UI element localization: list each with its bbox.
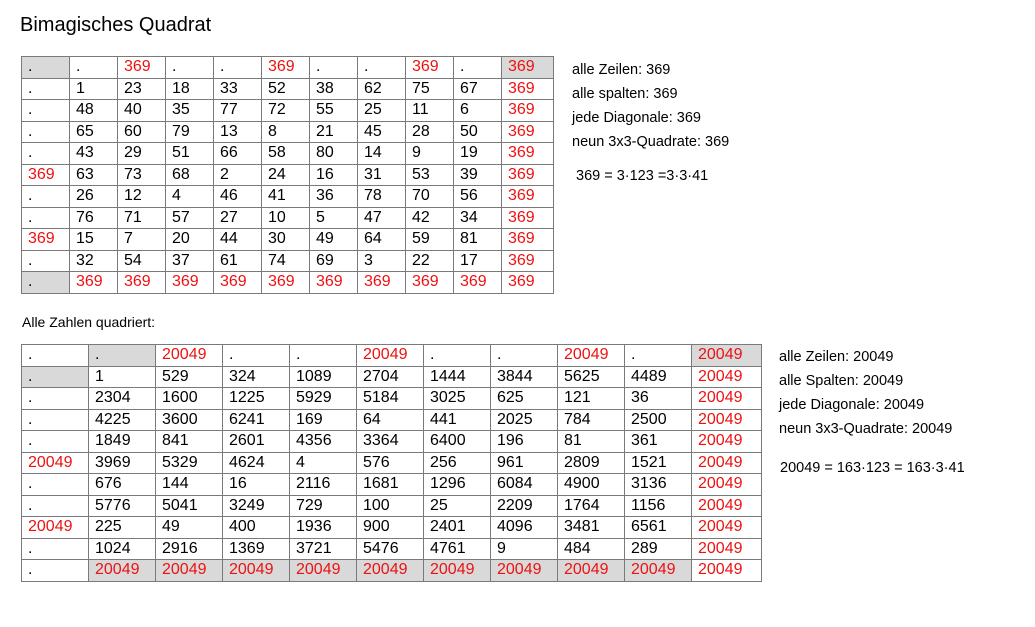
- table-cell: 5476: [357, 538, 424, 560]
- table-cell: 5184: [357, 388, 424, 410]
- table-cell: 3721: [290, 538, 357, 560]
- table-cell: 61: [214, 250, 262, 272]
- table-cell: 20049: [692, 560, 762, 582]
- table-cell: .: [310, 57, 358, 79]
- table-cell: 31: [358, 164, 406, 186]
- table-cell: 3969: [89, 452, 156, 474]
- table-cell: 361: [625, 431, 692, 453]
- magic-square-table: [21, 56, 554, 294]
- table-cell: 20049: [692, 452, 762, 474]
- section-subtitle: Alle Zahlen quadriert:: [22, 314, 156, 330]
- table-row: [22, 207, 554, 229]
- table-cell: 20049: [558, 345, 625, 367]
- table-cell: 78: [358, 186, 406, 208]
- table-row: [22, 164, 554, 186]
- table-cell: 5041: [156, 495, 223, 517]
- table-row: [22, 388, 762, 410]
- table-cell: 369: [358, 272, 406, 294]
- table-cell: 6084: [491, 474, 558, 496]
- table-cell: .: [22, 431, 89, 453]
- table-cell: 16: [223, 474, 290, 496]
- table-cell: 24: [262, 164, 310, 186]
- table-cell: 144: [156, 474, 223, 496]
- table-cell: 72: [262, 100, 310, 122]
- table-cell: 3844: [491, 366, 558, 388]
- table-cell: 369: [70, 272, 118, 294]
- table-cell: .: [625, 345, 692, 367]
- table-cell: 7: [118, 229, 166, 251]
- table-cell: 51: [166, 143, 214, 165]
- table-cell: .: [22, 345, 89, 367]
- table-cell: 45: [358, 121, 406, 143]
- table-cell: 625: [491, 388, 558, 410]
- table-cell: .: [22, 57, 70, 79]
- table-cell: 400: [223, 517, 290, 539]
- table-cell: 20049: [491, 560, 558, 582]
- table-cell: 4: [166, 186, 214, 208]
- magic-square-notes: [572, 58, 729, 154]
- table-cell: 38: [310, 78, 358, 100]
- table-cell: 43: [70, 143, 118, 165]
- table-cell: .: [22, 272, 70, 294]
- table-cell: .: [22, 538, 89, 560]
- table-cell: 30: [262, 229, 310, 251]
- sum-row-top: [22, 345, 762, 367]
- table-cell: 2209: [491, 495, 558, 517]
- table-cell: 1: [70, 78, 118, 100]
- table-row: [22, 143, 554, 165]
- table-cell: .: [223, 345, 290, 367]
- table-cell: .: [22, 388, 89, 410]
- table-row: [22, 431, 762, 453]
- table-cell: 71: [118, 207, 166, 229]
- table-cell: 20049: [156, 560, 223, 582]
- squared-sum-formula: 20049 = 163·123 = 163·3·41: [780, 460, 965, 476]
- table-cell: 32: [70, 250, 118, 272]
- table-cell: .: [22, 409, 89, 431]
- table-cell: 20049: [692, 517, 762, 539]
- table-cell: 41: [262, 186, 310, 208]
- table-cell: 369: [502, 121, 554, 143]
- table-cell: 20049: [692, 388, 762, 410]
- table-cell: 576: [357, 452, 424, 474]
- table-cell: 20049: [156, 345, 223, 367]
- table-cell: 100: [357, 495, 424, 517]
- table-cell: 28: [406, 121, 454, 143]
- table-row: [22, 366, 762, 388]
- table-cell: 63: [70, 164, 118, 186]
- table-cell: .: [22, 100, 70, 122]
- table-cell: 3249: [223, 495, 290, 517]
- table-cell: 73: [118, 164, 166, 186]
- table-cell: 46: [214, 186, 262, 208]
- table-cell: 729: [290, 495, 357, 517]
- table-cell: 2916: [156, 538, 223, 560]
- table-cell: 64: [358, 229, 406, 251]
- page-title: Bimagisches Quadrat: [20, 14, 212, 36]
- note-diagonals: jede Diagonale: 20049: [779, 397, 925, 413]
- table-cell: 25: [358, 100, 406, 122]
- table-cell: 20049: [22, 517, 89, 539]
- table-cell: .: [22, 78, 70, 100]
- table-cell: 4900: [558, 474, 625, 496]
- table-cell: .: [89, 345, 156, 367]
- table-cell: 65: [70, 121, 118, 143]
- table-cell: 1: [89, 366, 156, 388]
- table-cell: 369: [406, 57, 454, 79]
- table-cell: 80: [310, 143, 358, 165]
- table-cell: 369: [502, 143, 554, 165]
- table-cell: 81: [558, 431, 625, 453]
- table-cell: 2809: [558, 452, 625, 474]
- table-cell: .: [22, 143, 70, 165]
- table-cell: 69: [310, 250, 358, 272]
- squared-table: [21, 344, 762, 582]
- table-cell: 70: [406, 186, 454, 208]
- table-cell: 35: [166, 100, 214, 122]
- table-cell: 33: [214, 78, 262, 100]
- table-cell: 369: [214, 272, 262, 294]
- table-cell: 1521: [625, 452, 692, 474]
- table-cell: .: [454, 57, 502, 79]
- table-cell: .: [22, 474, 89, 496]
- sum-row-top: [22, 57, 554, 79]
- table-cell: 2401: [424, 517, 491, 539]
- table-cell: .: [290, 345, 357, 367]
- table-cell: 49: [310, 229, 358, 251]
- table-cell: 23: [118, 78, 166, 100]
- table-cell: 39: [454, 164, 502, 186]
- table-cell: 81: [454, 229, 502, 251]
- table-cell: 6561: [625, 517, 692, 539]
- table-cell: 16: [310, 164, 358, 186]
- note-subsquares: neun 3x3-Quadrate: 369: [572, 134, 730, 150]
- table-cell: 369: [262, 57, 310, 79]
- table-cell: 44: [214, 229, 262, 251]
- table-cell: 20049: [692, 431, 762, 453]
- table-cell: 29: [118, 143, 166, 165]
- table-cell: 79: [166, 121, 214, 143]
- note-rows: alle Zeilen: 369: [572, 62, 671, 78]
- table-cell: 20049: [89, 560, 156, 582]
- table-cell: 20049: [558, 560, 625, 582]
- table-cell: .: [22, 121, 70, 143]
- table-cell: 9: [406, 143, 454, 165]
- table-cell: 6241: [223, 409, 290, 431]
- table-cell: 74: [262, 250, 310, 272]
- table-cell: 1600: [156, 388, 223, 410]
- table-cell: 56: [454, 186, 502, 208]
- table-cell: 67: [454, 78, 502, 100]
- magic-square-body: [22, 57, 554, 294]
- note-rows: alle Zeilen: 20049: [779, 349, 894, 365]
- table-cell: 20049: [692, 495, 762, 517]
- table-cell: 369: [454, 272, 502, 294]
- table-cell: 369: [502, 57, 554, 79]
- table-cell: 42: [406, 207, 454, 229]
- table-cell: .: [22, 186, 70, 208]
- table-cell: 12: [118, 186, 166, 208]
- table-cell: 19: [454, 143, 502, 165]
- table-cell: 961: [491, 452, 558, 474]
- table-cell: 55: [310, 100, 358, 122]
- table-cell: 18: [166, 78, 214, 100]
- table-cell: 1024: [89, 538, 156, 560]
- table-cell: 27: [214, 207, 262, 229]
- table-cell: 369: [502, 250, 554, 272]
- table-cell: 77: [214, 100, 262, 122]
- note-columns: alle Spalten: 20049: [779, 373, 904, 389]
- table-cell: 21: [310, 121, 358, 143]
- table-cell: 34: [454, 207, 502, 229]
- table-cell: 20049: [692, 538, 762, 560]
- squared-notes: [779, 345, 952, 441]
- table-cell: 369: [262, 272, 310, 294]
- table-row: [22, 517, 762, 539]
- table-cell: 36: [625, 388, 692, 410]
- table-row: [22, 409, 762, 431]
- table-cell: 369: [22, 164, 70, 186]
- table-cell: 196: [491, 431, 558, 453]
- note-subsquares: neun 3x3-Quadrate: 20049: [779, 421, 953, 437]
- table-cell: 369: [502, 207, 554, 229]
- table-cell: 3481: [558, 517, 625, 539]
- table-cell: 53: [406, 164, 454, 186]
- table-cell: 20049: [692, 345, 762, 367]
- table-cell: 64: [357, 409, 424, 431]
- table-cell: 76: [70, 207, 118, 229]
- table-cell: 5329: [156, 452, 223, 474]
- table-cell: 3136: [625, 474, 692, 496]
- table-cell: 289: [625, 538, 692, 560]
- table-cell: 369: [22, 229, 70, 251]
- table-row: [22, 452, 762, 474]
- magic-sum-formula: 369 = 3·123 =3·3·41: [576, 168, 709, 184]
- table-cell: 17: [454, 250, 502, 272]
- table-cell: 529: [156, 366, 223, 388]
- table-cell: 59: [406, 229, 454, 251]
- table-row: [22, 250, 554, 272]
- table-cell: 2: [214, 164, 262, 186]
- table-cell: 54: [118, 250, 166, 272]
- table-cell: 369: [502, 164, 554, 186]
- table-row: [22, 229, 554, 251]
- table-cell: 369: [502, 272, 554, 294]
- table-cell: 47: [358, 207, 406, 229]
- table-cell: 369: [310, 272, 358, 294]
- table-cell: 1225: [223, 388, 290, 410]
- table-cell: 1089: [290, 366, 357, 388]
- table-cell: .: [22, 250, 70, 272]
- table-cell: .: [166, 57, 214, 79]
- table-cell: 121: [558, 388, 625, 410]
- table-cell: 1936: [290, 517, 357, 539]
- table-row: [22, 186, 554, 208]
- table-cell: 2500: [625, 409, 692, 431]
- table-cell: 900: [357, 517, 424, 539]
- table-cell: 5776: [89, 495, 156, 517]
- table-cell: 1764: [558, 495, 625, 517]
- table-cell: 369: [502, 229, 554, 251]
- table-cell: 25: [424, 495, 491, 517]
- table-cell: 4624: [223, 452, 290, 474]
- table-cell: 10: [262, 207, 310, 229]
- table-cell: 1849: [89, 431, 156, 453]
- sum-row-bottom: [22, 560, 762, 582]
- note-diagonals: jede Diagonale: 369: [572, 110, 701, 126]
- table-cell: 15: [70, 229, 118, 251]
- table-cell: 3364: [357, 431, 424, 453]
- table-row: [22, 474, 762, 496]
- table-row: [22, 78, 554, 100]
- table-cell: 324: [223, 366, 290, 388]
- table-cell: 6: [454, 100, 502, 122]
- table-cell: 3600: [156, 409, 223, 431]
- table-cell: 5: [310, 207, 358, 229]
- table-cell: 225: [89, 517, 156, 539]
- table-cell: 52: [262, 78, 310, 100]
- table-cell: 20049: [692, 409, 762, 431]
- table-cell: 2704: [357, 366, 424, 388]
- table-cell: 6400: [424, 431, 491, 453]
- table-cell: 8: [262, 121, 310, 143]
- note-columns: alle spalten: 369: [572, 86, 678, 102]
- table-cell: 1444: [424, 366, 491, 388]
- squared-table-body: [22, 345, 762, 582]
- table-cell: 13: [214, 121, 262, 143]
- table-cell: 169: [290, 409, 357, 431]
- table-cell: 20049: [692, 366, 762, 388]
- table-cell: 369: [406, 272, 454, 294]
- table-cell: 68: [166, 164, 214, 186]
- table-cell: 20: [166, 229, 214, 251]
- table-cell: 369: [166, 272, 214, 294]
- table-cell: 2601: [223, 431, 290, 453]
- table-cell: 60: [118, 121, 166, 143]
- table-cell: 20049: [22, 452, 89, 474]
- table-cell: 37: [166, 250, 214, 272]
- table-row: [22, 100, 554, 122]
- table-cell: 4225: [89, 409, 156, 431]
- table-cell: .: [491, 345, 558, 367]
- table-cell: 676: [89, 474, 156, 496]
- table-cell: 48: [70, 100, 118, 122]
- table-cell: 841: [156, 431, 223, 453]
- table-cell: 2025: [491, 409, 558, 431]
- table-cell: 1296: [424, 474, 491, 496]
- table-cell: 5929: [290, 388, 357, 410]
- table-cell: 4356: [290, 431, 357, 453]
- table-cell: 22: [406, 250, 454, 272]
- table-row: [22, 495, 762, 517]
- table-cell: .: [22, 560, 89, 582]
- table-cell: 20049: [625, 560, 692, 582]
- table-cell: 369: [502, 186, 554, 208]
- table-cell: 66: [214, 143, 262, 165]
- table-cell: 369: [502, 78, 554, 100]
- sum-row-bottom: [22, 272, 554, 294]
- table-cell: .: [358, 57, 406, 79]
- table-cell: .: [22, 366, 89, 388]
- table-cell: 40: [118, 100, 166, 122]
- table-cell: 2116: [290, 474, 357, 496]
- table-cell: .: [424, 345, 491, 367]
- table-cell: 441: [424, 409, 491, 431]
- table-cell: 369: [118, 57, 166, 79]
- table-cell: 20049: [290, 560, 357, 582]
- table-cell: .: [22, 207, 70, 229]
- table-cell: .: [22, 495, 89, 517]
- table-row: [22, 121, 554, 143]
- table-cell: 784: [558, 409, 625, 431]
- table-cell: 75: [406, 78, 454, 100]
- table-cell: 4: [290, 452, 357, 474]
- table-cell: 369: [502, 100, 554, 122]
- table-cell: 26: [70, 186, 118, 208]
- table-cell: .: [70, 57, 118, 79]
- table-cell: 484: [558, 538, 625, 560]
- table-cell: 58: [262, 143, 310, 165]
- table-cell: 20049: [357, 560, 424, 582]
- table-cell: 4096: [491, 517, 558, 539]
- table-cell: 57: [166, 207, 214, 229]
- table-cell: 1369: [223, 538, 290, 560]
- table-cell: 62: [358, 78, 406, 100]
- table-cell: 11: [406, 100, 454, 122]
- table-cell: 20049: [424, 560, 491, 582]
- table-cell: 36: [310, 186, 358, 208]
- table-row: [22, 538, 762, 560]
- table-cell: 256: [424, 452, 491, 474]
- table-cell: 49: [156, 517, 223, 539]
- table-cell: 5625: [558, 366, 625, 388]
- table-cell: 20049: [223, 560, 290, 582]
- table-cell: 369: [118, 272, 166, 294]
- table-cell: 20049: [357, 345, 424, 367]
- table-cell: 4489: [625, 366, 692, 388]
- table-cell: 1681: [357, 474, 424, 496]
- table-cell: 50: [454, 121, 502, 143]
- table-cell: 20049: [692, 474, 762, 496]
- table-cell: 3025: [424, 388, 491, 410]
- table-cell: 9: [491, 538, 558, 560]
- table-cell: 1156: [625, 495, 692, 517]
- table-cell: 14: [358, 143, 406, 165]
- table-cell: 3: [358, 250, 406, 272]
- table-cell: .: [214, 57, 262, 79]
- table-cell: 2304: [89, 388, 156, 410]
- table-cell: 4761: [424, 538, 491, 560]
